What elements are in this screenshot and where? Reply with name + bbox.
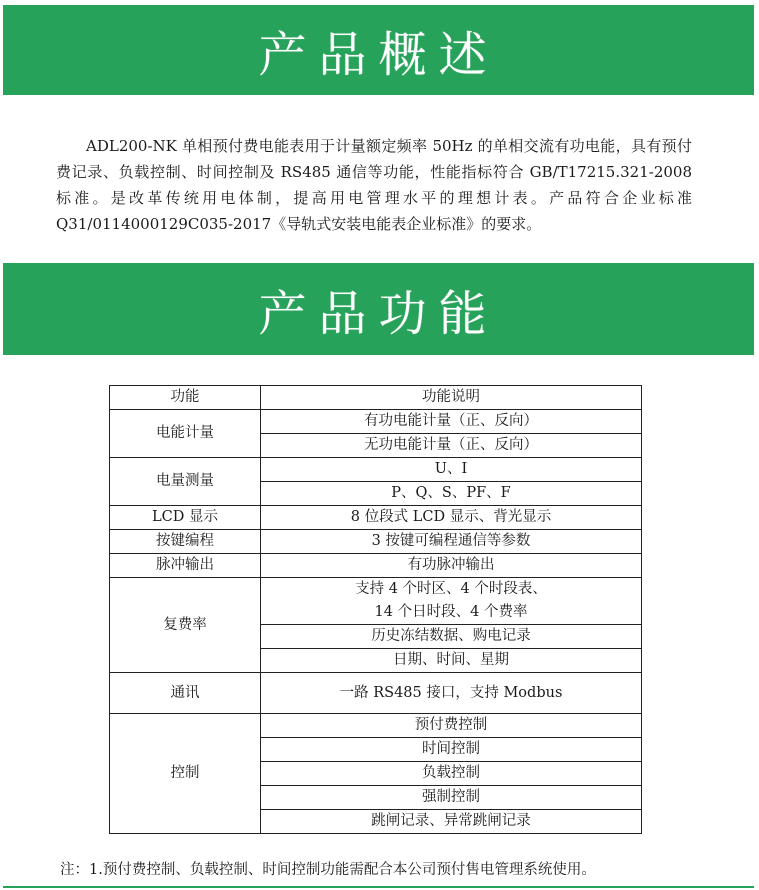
- table-row: [110, 673, 642, 714]
- cell-line: 支持 4 个时区、4 个时段表、: [355, 581, 547, 597]
- function-title: 产品功能: [258, 285, 499, 342]
- group-pulse: 脉冲输出: [110, 554, 261, 578]
- function-banner: [3, 263, 754, 355]
- table-cell: P、Q、S、PF、F: [261, 482, 642, 506]
- function-table: [109, 385, 642, 834]
- table-cell: 时间控制: [261, 738, 642, 762]
- table-cell: 强制控制: [261, 786, 642, 810]
- bottom-divider: [3, 886, 754, 888]
- group-communication: 通讯: [110, 673, 261, 714]
- table-cell: 有功脉冲输出: [261, 554, 642, 578]
- overview-banner: [3, 5, 754, 95]
- intro-paragraph: ADL200-NK 单相预付费电能表用于计量额定频率 50Hz 的单相交流有功电能，具有预付费记录、负载控制、时间控制及 RS485 通信等功能，性能指标符合 GB/T17215.321-2008 标准。是改革传统用电体制，提高用电管理水平的理想计表。产品符合企业标准 Q31/0114000129C035-2017《导轨式安装电能表企业标准》的要求。: [56, 137, 692, 233]
- table-cell: 3 按键可编程通信等参数: [261, 530, 642, 554]
- overview-title: 产品概述: [258, 26, 499, 83]
- table-cell: 日期、时间、星期: [261, 649, 642, 673]
- table-row: [110, 714, 642, 738]
- table-cell: [261, 578, 642, 625]
- header-description: 功能说明: [261, 386, 642, 410]
- group-measurement: 电量测量: [110, 458, 261, 506]
- table-cell: 有功电能计量（正、反向）: [261, 410, 642, 434]
- table-cell: 历史冻结数据、购电记录: [261, 625, 642, 649]
- footnote: 注：1.预付费控制、负载控制、时间控制功能需配合本公司预付售电管理系统使用。: [60, 862, 596, 878]
- table-cell: 跳闸记录、异常跳闸记录: [261, 810, 642, 834]
- table-row: [110, 578, 642, 625]
- group-multi-rate: 复费率: [110, 578, 261, 673]
- group-control: 控制: [110, 714, 261, 834]
- table-cell: 8 位段式 LCD 显示、背光显示: [261, 506, 642, 530]
- table-cell: 一路 RS485 接口，支持 Modbus: [261, 673, 642, 714]
- table-header-row: [110, 386, 642, 410]
- table-cell: U、I: [261, 458, 642, 482]
- table-row: [110, 458, 642, 482]
- group-energy-metering: 电能计量: [110, 410, 261, 458]
- table-row: [110, 554, 642, 578]
- group-keys: 按键编程: [110, 530, 261, 554]
- cell-line: 14 个日时段、4 个费率: [374, 604, 528, 620]
- table-row: [110, 530, 642, 554]
- table-cell: 无功电能计量（正、反向）: [261, 434, 642, 458]
- table-row: [110, 506, 642, 530]
- group-lcd: LCD 显示: [110, 506, 261, 530]
- table-cell: 预付费控制: [261, 714, 642, 738]
- header-function: 功能: [110, 386, 261, 410]
- table-row: [110, 410, 642, 434]
- table-cell: 负载控制: [261, 762, 642, 786]
